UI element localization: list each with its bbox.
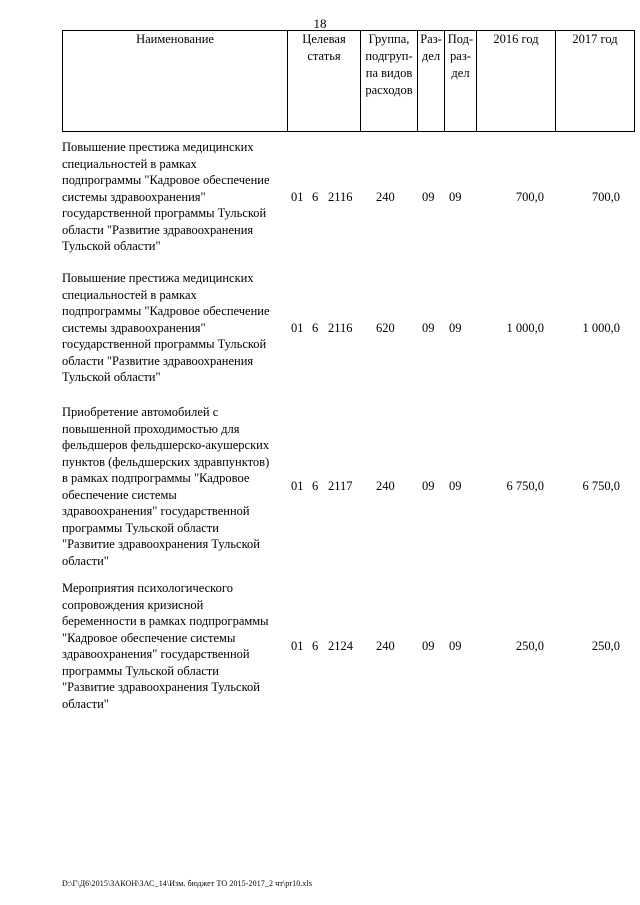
row-code-direction: 2117: [328, 479, 353, 493]
row-name-line: подпрограммы "Кадровое обеспечение: [62, 304, 270, 318]
row-name-line: здравоохранения" государственной: [62, 647, 250, 661]
row-name-line: в рамках подпрограммы "Кадровое: [62, 471, 250, 485]
row-section: 09: [422, 190, 435, 204]
header-target-article: Целевая статья: [288, 31, 361, 132]
header-name: Наименование: [63, 31, 288, 132]
row-expense-group: 240: [376, 479, 395, 493]
row-expense-group: 240: [376, 190, 395, 204]
row-code-direction: 2116: [328, 321, 353, 335]
row-name-line: программы Тульской области: [62, 520, 219, 535]
row-section: 09: [422, 479, 435, 493]
row-code-subprogram: 6: [312, 479, 319, 493]
page-number: 18: [313, 16, 327, 31]
row-name-line: беременности в рамках подпрограммы: [62, 614, 269, 628]
row-name-line: Тульской области": [62, 370, 161, 384]
row-expense-group: 240: [376, 639, 395, 653]
header-subsection: Под-раз-дел: [445, 31, 477, 132]
row-code-program: 01: [291, 321, 304, 335]
header-expense-group: Группа, подгруп-па видов расходов: [361, 31, 418, 132]
row-code-program: 01: [291, 479, 304, 493]
header-section: Раз-дел: [418, 31, 445, 132]
row-amount-2017: 1 000,0: [582, 321, 620, 335]
row-name-line: подпрограммы "Кадровое обеспечение: [62, 173, 270, 187]
header-year-2017: 2017 год: [556, 31, 635, 132]
row-section: 09: [422, 639, 435, 653]
row-name-line: системы здравоохранения": [62, 320, 206, 335]
row-amount-2016: 1 000,0: [506, 321, 544, 335]
row-code-direction: 2116: [328, 190, 353, 204]
row-amount-2017: 6 750,0: [582, 479, 620, 493]
row-name-line: области "Развитие здравоохранения: [62, 222, 254, 237]
row-name-line: здравоохранения" государственной: [62, 504, 250, 518]
row-subsection: 09: [449, 639, 462, 653]
row-name-line: Повышение престижа медицинских: [62, 271, 254, 285]
row-name-line: специальностей в рамках: [62, 287, 197, 302]
row-name-line: сопровождения кризисной: [62, 597, 204, 612]
row-subsection: 09: [449, 321, 462, 335]
row-amount-2017: 700,0: [591, 190, 620, 204]
row-name-line: обеспечение системы: [62, 487, 177, 502]
row-amount-2017: 250,0: [591, 639, 620, 653]
row-subsection: 09: [449, 479, 462, 493]
row-code-program: 01: [291, 190, 304, 204]
row-code-subprogram: 6: [312, 190, 319, 204]
row-name: [62, 139, 284, 255]
row-code-direction: 2124: [328, 639, 353, 653]
row-amount-2016: 250,0: [515, 639, 544, 653]
budget-table-header: [62, 30, 635, 132]
row-code-program: 01: [291, 639, 304, 653]
header-row: [63, 31, 635, 132]
row-section: 09: [422, 321, 435, 335]
row-name-line: области": [62, 696, 109, 711]
row-name: [62, 270, 284, 386]
row-amount-2016: 700,0: [515, 190, 544, 204]
row-name: [62, 404, 284, 569]
row-name-line: государственной программы Тульской: [62, 206, 267, 220]
row-subsection: 09: [449, 190, 462, 204]
row-name-line: повышенной проходимостью для: [62, 421, 240, 436]
row-name-line: программы Тульской области: [62, 663, 219, 678]
row-name-line: "Развитие здравоохранения Тульской: [62, 537, 260, 551]
row-name-line: области": [62, 553, 109, 568]
row-expense-group: 620: [376, 321, 395, 335]
row-name-line: государственной программы Тульской: [62, 337, 267, 351]
row-name-line: "Кадровое обеспечение системы: [62, 630, 236, 645]
row-name-line: Мероприятия психологического: [62, 581, 233, 595]
row-name-line: области "Развитие здравоохранения: [62, 353, 254, 368]
row-code-subprogram: 6: [312, 321, 319, 335]
row-name: [62, 580, 284, 712]
row-name-line: пунктов (фельдшерских здравпунктов): [62, 454, 270, 469]
row-code-subprogram: 6: [312, 639, 319, 653]
row-name-line: Тульской области": [62, 239, 161, 253]
row-amount-2016: 6 750,0: [506, 479, 544, 493]
file-path-footer: D:\Г\Д6\2015\ЗАКОН\ЗАС_14\Изм. бюджет ТО 2015-2017_2 чт\pr10.xls: [62, 879, 313, 888]
row-name-line: Приобретение автомобилей с: [62, 405, 219, 419]
header-year-2016: 2016 год: [477, 31, 556, 132]
row-name-line: специальностей в рамках: [62, 156, 197, 171]
row-name-line: фельдшеров фельдшерско-акушерских: [62, 438, 270, 452]
row-name-line: "Развитие здравоохранения Тульской: [62, 680, 260, 694]
row-name-line: Повышение престижа медицинских: [62, 140, 254, 154]
row-name-line: системы здравоохранения": [62, 189, 206, 204]
